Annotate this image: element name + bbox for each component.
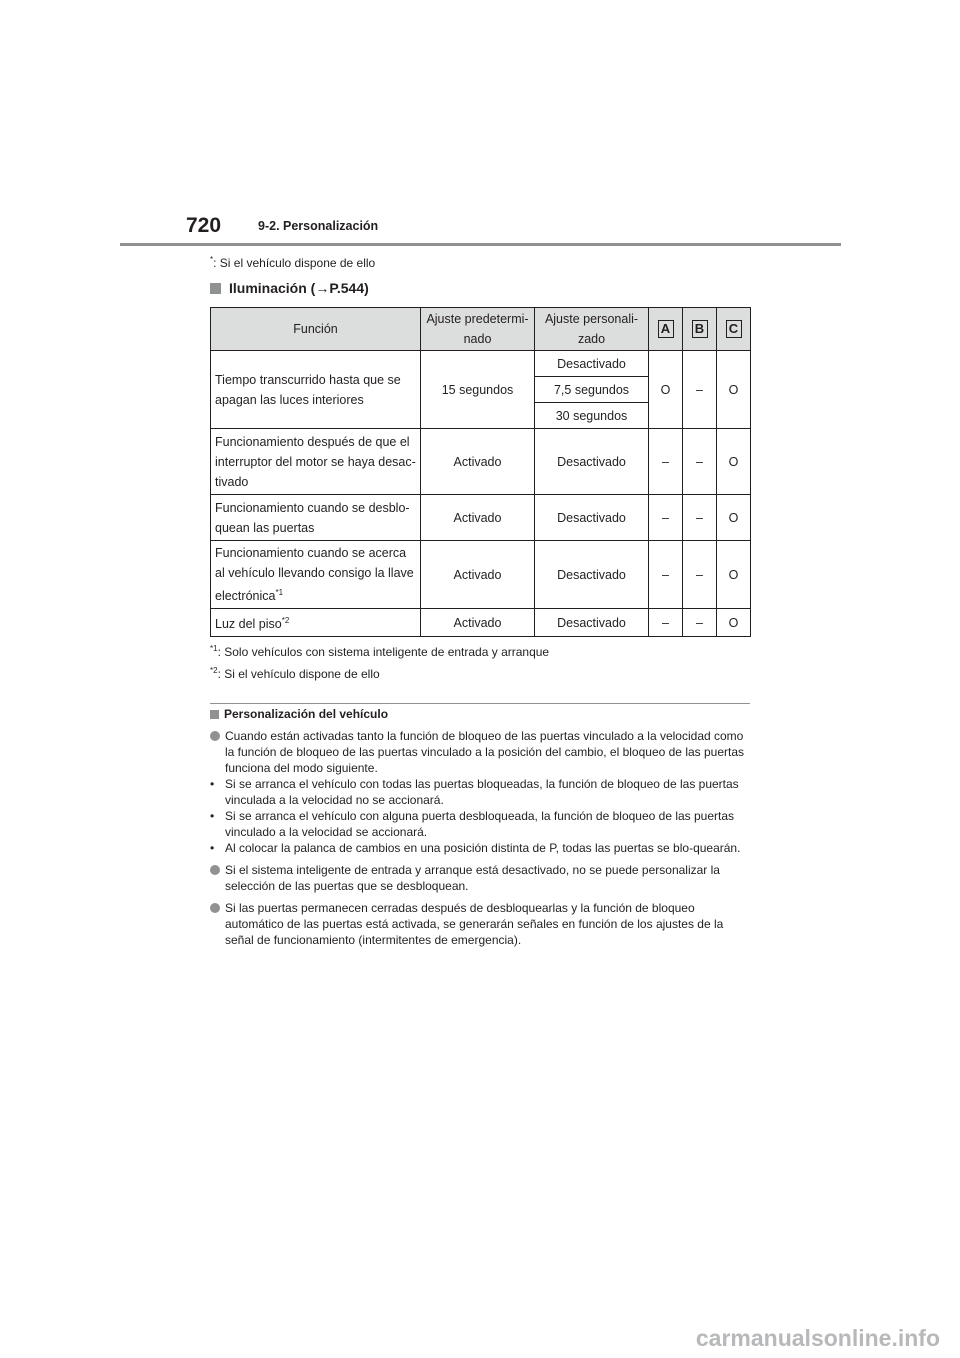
page-number: 720: [186, 214, 222, 237]
section-title: 9-2. Personalización: [258, 219, 379, 233]
note-bullet-3-text: Si las puertas permanecen cerradas después de desbloquearlas y la función de bloqueo automático de las puertas está activada, se generarán señales en función de los ajustes de la señal de funcionamiento (intermitentes de emergencia).: [225, 901, 724, 947]
row5-predeterminado: Activado: [421, 609, 535, 637]
note-bullet-1: [210, 728, 750, 856]
header-personalizado: Ajuste personali-zado: [535, 308, 649, 351]
header-funcion: Función: [211, 308, 421, 351]
row1-a: O: [649, 351, 683, 429]
square-bullet-icon: [210, 283, 221, 294]
sub-bullet-mark: •: [210, 777, 215, 791]
header-c: [717, 308, 751, 351]
note-sub-item-text: Al colocar la palanca de cambios en una posición distinta de P, todas las puertas se blo-quearán.: [225, 841, 741, 855]
row5-c: O: [717, 609, 751, 637]
notes-title: [210, 706, 750, 722]
row5-a: –: [649, 609, 683, 637]
table-row: [211, 495, 751, 541]
row4-funcion-text: Funcionamiento cuando se acerca al vehículo llevando consigo la llave electrónica: [215, 545, 414, 604]
header-predeterminado: Ajuste predetermi-nado: [421, 308, 535, 351]
header-a: [649, 308, 683, 351]
subhead-text: Iluminación (→P.544): [229, 280, 369, 296]
notes-title-text: Personalización del vehículo: [224, 707, 389, 721]
row5-personalizado: Desactivado: [535, 609, 649, 637]
circle-bullet-icon: [210, 731, 220, 741]
note-sub-item-text: Si se arranca el vehículo con todas las puertas bloqueadas, la función de bloqueo de las puertas vinculada a la velocidad no se accionará.: [225, 777, 739, 807]
row2-predeterminado: Activado: [421, 429, 535, 495]
customization-table: [210, 307, 751, 637]
top-note-marker: *: [210, 255, 214, 264]
subhead: [210, 280, 369, 296]
letter-c-box: C: [726, 320, 742, 338]
top-note-text: : Si el vehículo dispone de ello: [213, 256, 376, 270]
note-bullet-3: [210, 900, 750, 948]
table-row: [211, 429, 751, 495]
footnote-1-text: : Solo vehículos con sistema inteligente de entrada y arranque: [217, 645, 550, 659]
letter-a-box: A: [658, 320, 674, 338]
row2-b: –: [683, 429, 717, 495]
sub-bullet-mark: •: [210, 809, 215, 823]
table-row: [211, 351, 751, 377]
top-note: [210, 255, 375, 270]
note-sub-item: [210, 808, 750, 840]
footnote-1: [210, 644, 549, 659]
notes-section: [210, 706, 750, 954]
row4-personalizado: Desactivado: [535, 541, 649, 609]
row3-predeterminado: Activado: [421, 495, 535, 541]
section-divider: [210, 703, 750, 704]
note-bullet-1-text: Cuando están activadas tanto la función de bloqueo de las puertas vinculado a la velocidad como la función de bloqueo de las puertas vinculado a la posición del cambio, el bloqueo de las puertas funciona del modo siguiente.: [225, 729, 745, 775]
footnote-2: [210, 666, 380, 681]
row4-footnote-marker: *1: [275, 587, 284, 597]
row1-personalizado-3: 30 segundos: [535, 403, 649, 429]
note-bullet-2-text: Si el sistema inteligente de entrada y arranque está desactivado, no se puede personalizar la selección de las puertas que se desbloquean.: [225, 863, 720, 893]
row3-personalizado: Desactivado: [535, 495, 649, 541]
table-header-row: [211, 308, 751, 351]
row4-a: –: [649, 541, 683, 609]
square-bullet-icon: [210, 710, 219, 719]
row2-personalizado: Desactivado: [535, 429, 649, 495]
circle-bullet-icon: [210, 903, 220, 913]
footnote-2-text: : Si el vehículo dispone de ello: [217, 667, 380, 681]
header-b: [683, 308, 717, 351]
note-sub-item-text: Si se arranca el vehículo con alguna puerta desbloqueada, la función de bloqueo de las puertas vinculado a la velocidad se accionará.: [225, 809, 735, 839]
sub-bullet-mark: •: [210, 841, 215, 855]
row5-footnote-marker: *2: [281, 615, 290, 625]
note-sub-item: [210, 776, 750, 808]
note-bullet-2: [210, 862, 750, 894]
circle-bullet-icon: [210, 865, 220, 875]
row3-c: O: [717, 495, 751, 541]
note-sub-item: [210, 840, 750, 856]
table-row: [211, 609, 751, 637]
row1-c: O: [717, 351, 751, 429]
row2-funcion: Funcionamiento después de que el interruptor del motor se haya desac-tivado: [211, 429, 421, 495]
row1-b: –: [683, 351, 717, 429]
row5-funcion: [211, 609, 421, 637]
row1-personalizado-1: Desactivado: [535, 351, 649, 377]
row4-predeterminado: Activado: [421, 541, 535, 609]
row1-funcion: Tiempo transcurrido hasta que se apagan las luces interiores: [211, 351, 421, 429]
row1-predeterminado: 15 segundos: [421, 351, 535, 429]
row5-funcion-text: Luz del piso: [215, 617, 282, 632]
row4-funcion: [211, 541, 421, 609]
row1-personalizado-2: 7,5 segundos: [535, 377, 649, 403]
watermark: carmanualsonline.info: [695, 1325, 940, 1351]
row3-funcion: Funcionamiento cuando se desblo-quean las puertas: [211, 495, 421, 541]
letter-b-box: B: [692, 320, 708, 338]
row4-b: –: [683, 541, 717, 609]
header-rule: [120, 243, 841, 246]
row4-c: O: [717, 541, 751, 609]
row5-b: –: [683, 609, 717, 637]
footnote-2-marker: *2: [210, 666, 218, 675]
row3-a: –: [649, 495, 683, 541]
table-row: [211, 541, 751, 609]
row3-b: –: [683, 495, 717, 541]
footnote-1-marker: *1: [210, 644, 218, 653]
row2-a: –: [649, 429, 683, 495]
row2-c: O: [717, 429, 751, 495]
